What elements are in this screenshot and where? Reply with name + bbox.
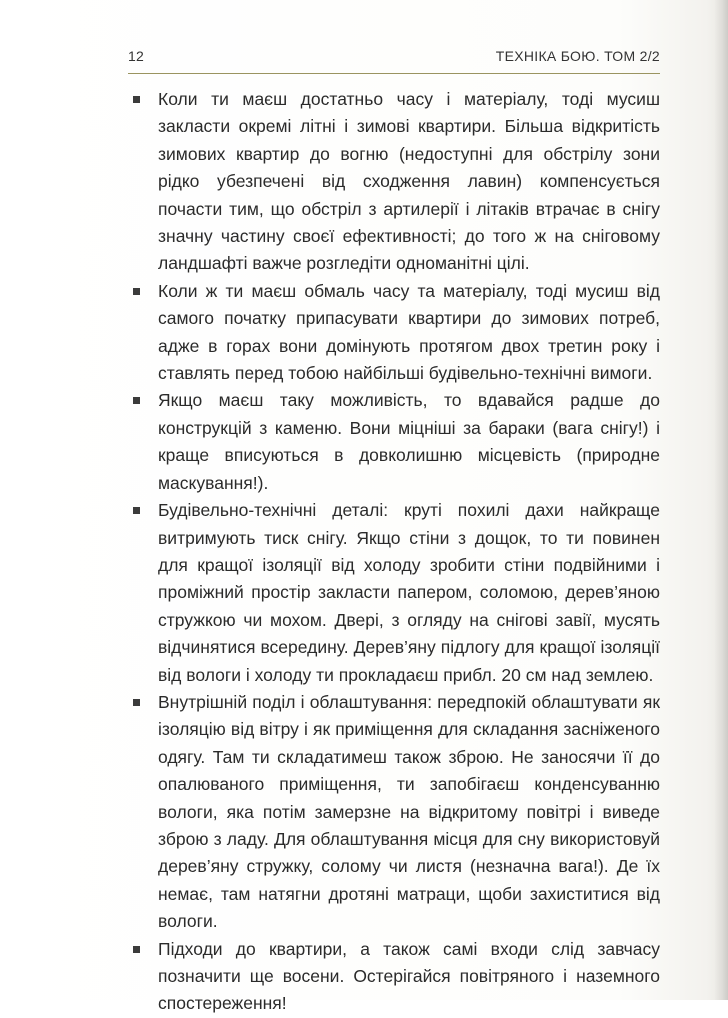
- square-bullet-icon: [133, 96, 140, 103]
- list-item-text: Якщо маєш таку можливість, то вдавайся радше до конструкцій з каменю. Вони міцніші за бараки (вага снігу!) і краще вписуються в довколишню місцевість (природне маскування!).: [158, 390, 660, 493]
- page-body: [128, 86, 660, 1018]
- page-edge-shadow: [714, 0, 728, 1000]
- list-item-text: Коли ти маєш достатньо часу і матеріалу, тоді мусиш закласти окремі літні і зимові квартири. Більша відкритість зимових квартир до вогню (недоступні для обстрілу зони рідко убезпечені від сходження лавин) компенсується почасти тим, що обстріл з артилерії і літаків втрачає в снігу значну частину своєї ефективності; до того ж на сніговому ландшафті важче розгледіти одноманітні цілі.: [158, 89, 660, 274]
- list-item: [128, 86, 660, 278]
- list-item: [128, 387, 660, 497]
- list-item: [128, 936, 660, 1018]
- list-item-text: Внутрішній поділ і облаштування: передпокій облаштувати як ізоляцію від вітру і як приміщення для складання засніженого одягу. Там ти складатимеш також зброю. Не заносячи її до опалюваного приміщення, ти запобігаєш конденсуванню вологи, яка потім замерзне на відкритому повітрі і виведе зброю з ладу. Для облаштування місця для сну використовуй дерев’яну стружку, солому чи листя (незначна вага!). Де їх немає, там натягни дротяні матраци, щоби захиститися від вологи.: [158, 691, 660, 932]
- list-item-text: Коли ж ти маєш обмаль часу та матеріалу, тоді мусиш від самого початку припасувати квартири до зимових потреб, адже в горах вони домінують протягом двох третин року і ставлять перед тобою найбільші будівельно-технічні вимоги.: [158, 280, 660, 384]
- header-rule: [128, 73, 660, 74]
- bullet-list: [128, 86, 660, 1018]
- page-number: 12: [128, 48, 144, 64]
- square-bullet-icon: [133, 288, 140, 295]
- square-bullet-icon: [133, 946, 140, 953]
- list-item-text: Підходи до квартири, а також самі входи слід завчасу позначити ще восени. Остерігайся повітряного і наземного спостереження!: [158, 938, 660, 1014]
- square-bullet-icon: [133, 699, 140, 706]
- square-bullet-icon: [133, 507, 140, 514]
- list-item-text: Будівельно-технічні деталі: круті похилі дахи найкраще витримують тиск снігу. Якщо стіни з дощок, то ти повинен для кращої ізоляції від холоду зробити стіни подвійними і проміжний простір закласти папером, соломою, дерев’яною стружкою чи мохом. Двері, з огляду на снігові завії, мусять відчинятися всередину. Дерев’яну підлогу для кращої ізоляції від вологи і холоду ти прокладаєш прибл. 20 см над землею.: [158, 500, 660, 685]
- square-bullet-icon: [133, 397, 140, 404]
- running-header: [128, 48, 660, 68]
- list-item: [128, 278, 660, 388]
- list-item: [128, 497, 660, 689]
- list-item: [128, 689, 660, 936]
- running-title: ТЕХНІКА БОЮ. ТОМ 2/2: [495, 48, 660, 64]
